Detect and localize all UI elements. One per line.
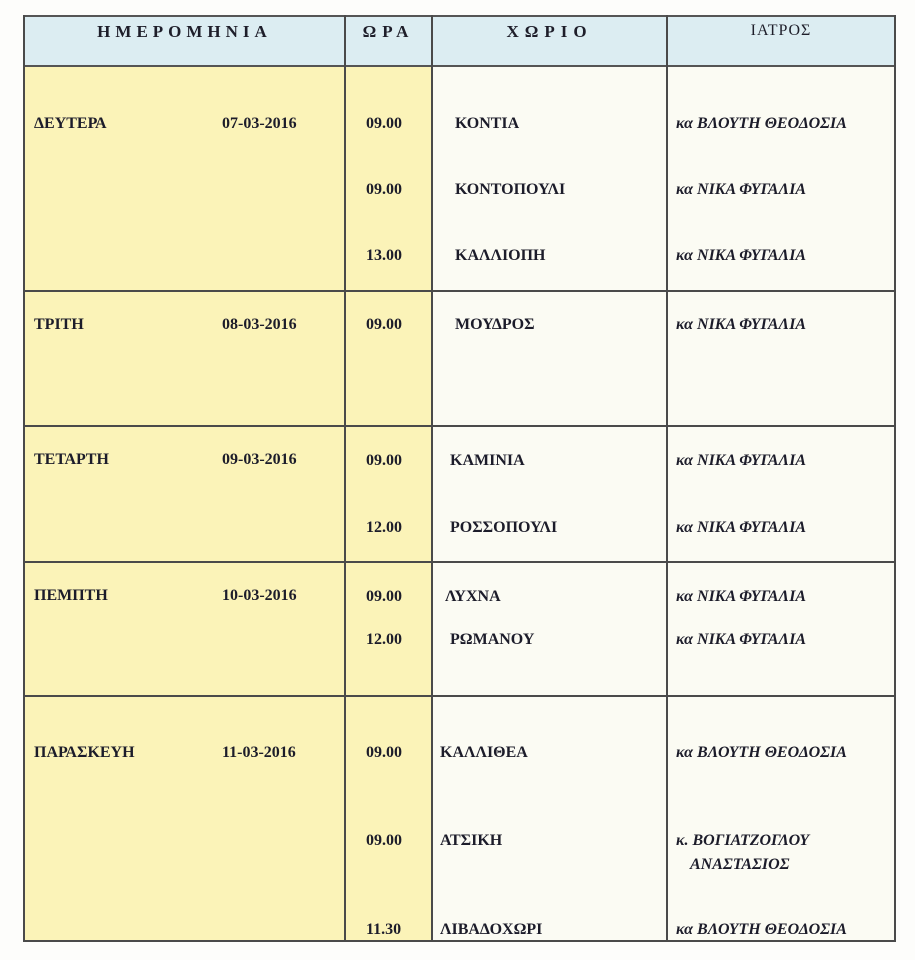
visit-village: ΜΟΥΔΡΟΣ bbox=[455, 316, 535, 333]
row-divider bbox=[24, 290, 895, 292]
visit-time: 09.00 bbox=[366, 181, 402, 198]
visit-village: ΚΑΜΙΝΙΑ bbox=[450, 452, 525, 469]
grid-line bbox=[431, 15, 433, 942]
header-time-cell bbox=[345, 15, 432, 67]
visit-doctor: κα ΝΙΚΑ ΦΥΓΑΛΙΑ bbox=[676, 588, 807, 605]
grid-line bbox=[666, 15, 668, 942]
visit-doctor: κα ΝΙΚΑ ΦΥΓΑΛΙΑ bbox=[676, 316, 807, 333]
visit-doctor: κα ΝΙΚΑ ΦΥΓΑΛΙΑ bbox=[676, 519, 807, 536]
day-date: 08-03-2016 bbox=[222, 316, 297, 333]
row-divider bbox=[24, 695, 895, 697]
day-name: ΔΕΥΤΕΡΑ bbox=[34, 115, 107, 132]
day-name: ΤΡΙΤΗ bbox=[34, 316, 84, 333]
visit-village: ΚΟΝΤΟΠΟΥΛΙ bbox=[455, 181, 566, 198]
header-village-cell bbox=[432, 15, 667, 67]
header-date-cell bbox=[24, 15, 345, 67]
visit-village: ΚΟΝΤΙΑ bbox=[455, 115, 520, 132]
visit-doctor: κα ΒΛΟΥΤΗ ΘΕΟΔΟΣΙΑ bbox=[676, 921, 847, 938]
visit-time: 09.00 bbox=[366, 832, 402, 849]
day-name: ΠΑΡΑΣΚΕΥΗ bbox=[34, 744, 135, 761]
visit-time: 09.00 bbox=[366, 316, 402, 333]
visit-time: 12.00 bbox=[366, 631, 402, 648]
visit-time: 13.00 bbox=[366, 247, 402, 264]
visit-doctor-line2: ΑΝΑΣΤΑΣΙΟΣ bbox=[690, 856, 790, 873]
visit-time: 09.00 bbox=[366, 588, 402, 605]
header-village: ΧΩΡΙΟ bbox=[506, 22, 593, 41]
visit-doctor: κ. ΒΟΓΙΑΤΖΟΓΛΟΥ bbox=[676, 832, 810, 849]
day-date: 11-03-2016 bbox=[222, 744, 296, 761]
date-column-bg bbox=[24, 67, 345, 942]
table-bottom-border bbox=[24, 940, 895, 942]
visit-time: 09.00 bbox=[366, 452, 402, 469]
grid-line bbox=[344, 15, 346, 942]
day-date: 10-03-2016 bbox=[222, 587, 297, 604]
visit-village: ΛΙΒΑΔΟΧΩΡΙ bbox=[440, 921, 543, 938]
visit-doctor: κα ΝΙΚΑ ΦΥΓΑΛΙΑ bbox=[676, 247, 807, 264]
header-date: ΗΜΕΡΟΜΗΝΙΑ bbox=[97, 22, 272, 41]
day-date: 09-03-2016 bbox=[222, 451, 297, 468]
visit-village: ΡΩΜΑΝΟΥ bbox=[450, 631, 535, 648]
grid-line bbox=[23, 15, 25, 942]
grid-line bbox=[894, 15, 896, 942]
visit-doctor: κα ΝΙΚΑ ΦΥΓΑΛΙΑ bbox=[676, 181, 807, 198]
visit-village: ΚΑΛΛΙΘΕΑ bbox=[440, 744, 528, 761]
day-name: ΤΕΤΑΡΤΗ bbox=[34, 451, 109, 468]
visit-time: 12.00 bbox=[366, 519, 402, 536]
visit-time: 11.30 bbox=[366, 921, 402, 938]
visit-time: 09.00 bbox=[366, 115, 402, 132]
visit-doctor: κα ΝΙΚΑ ΦΥΓΑΛΙΑ bbox=[676, 631, 807, 648]
visit-village: ΚΑΛΛΙΟΠΗ bbox=[455, 247, 546, 264]
visit-doctor: κα ΝΙΚΑ ΦΥΓΑΛΙΑ bbox=[676, 452, 807, 469]
header-time: ΩΡΑ bbox=[362, 22, 415, 41]
row-divider bbox=[24, 425, 895, 427]
visit-village: ΑΤΣΙΚΗ bbox=[440, 832, 503, 849]
row-divider bbox=[24, 561, 895, 563]
header-doctor-cell bbox=[667, 15, 895, 67]
visit-doctor: κα ΒΛΟΥΤΗ ΘΕΟΔΟΣΙΑ bbox=[676, 744, 847, 761]
visit-time: 09.00 bbox=[366, 744, 402, 761]
day-name: ΠΕΜΠΤΗ bbox=[34, 587, 108, 604]
header-doctor: ΙΑΤΡΟΣ bbox=[750, 22, 812, 39]
visit-village: ΡΟΣΣΟΠΟΥΛΙ bbox=[450, 519, 558, 536]
visit-village: ΛΥΧΝΑ bbox=[445, 588, 501, 605]
visit-doctor: κα ΒΛΟΥΤΗ ΘΕΟΔΟΣΙΑ bbox=[676, 115, 847, 132]
day-date: 07-03-2016 bbox=[222, 115, 297, 132]
